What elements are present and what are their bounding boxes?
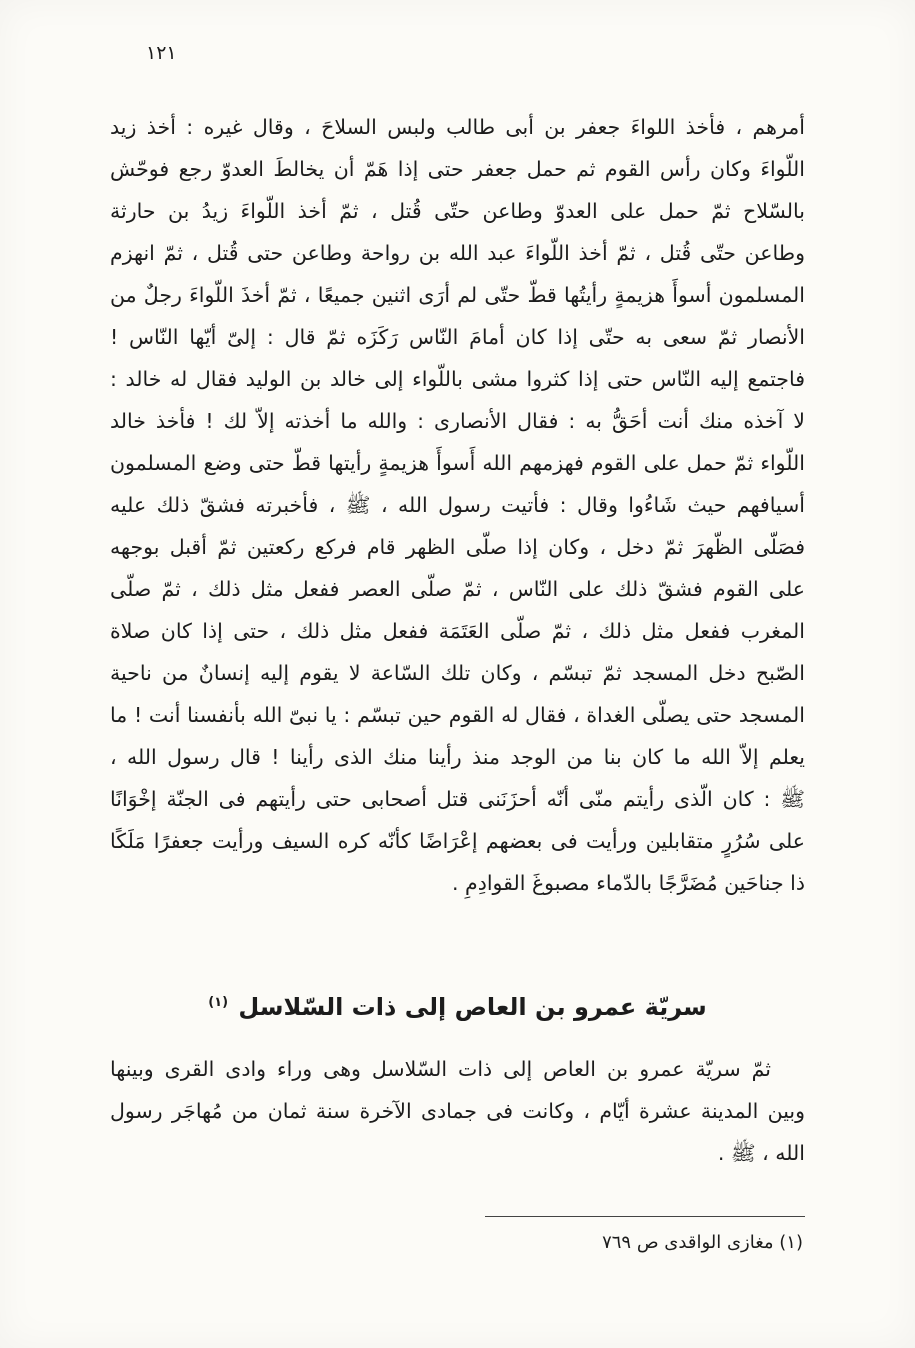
footnote-divider [485, 1216, 805, 1217]
text-line: الصّبح دخل المسجد ثمّ تبسّم ، وكان تلك السّاعة لا يقوم إليه إنسانٌ من ناحية [110, 661, 805, 685]
text-line: فصَلّى الظّهرَ ثمّ دخل ، وكان إذا صلّى الظهر قام فركع ركعتين ثمّ أقبل بوجهه [110, 535, 805, 559]
text-line: بالسّلاح ثمّ حمل على العدوّ وطاعن حتّى قُتل ، ثمّ أخذ اللّواءَ زيدُ بن حارثة [110, 199, 805, 223]
section-heading-text: سريّة عمرو بن العاص إلى ذات السّلاسل [238, 993, 707, 1021]
text-line: اللّواء ثمّ حمل على القوم فهزمهم الله أَسوأَ هزيمةٍ رأيتها قطّ حتى وضع المسلمون [110, 451, 805, 475]
footnote-marker: (١) [208, 995, 229, 1010]
text-line: وطاعن حتّى قُتل ، ثمّ أخذ اللّواءَ عبد الله بن رواحة وطاعن حتى قُتل ، ثمّ انهزم [110, 241, 805, 265]
text-line: اللّواءَ وكان رأس القوم ثم حمل جعفر حتى إذا هَمّ أن يخالطَ العدوّ رجع فوحّش [110, 157, 805, 181]
text-line: المغرب ففعل مثل ذلك ، ثمّ صلّى العَتَمَة ففعل مثل ذلك ، حتى إذا كان صلاة [110, 619, 805, 643]
text-line: أسيافهم حيث شَاءُوا وقال : فأتيت رسول الله ، ﷺ ، فأخبرته فشقّ ذلك عليه [110, 493, 805, 517]
text-line: المسجد حتى يصلّى الغداة ، فقال له القوم حين تبسّم : يا نبىّ الله بأنفسنا أنت ! ما [110, 703, 805, 727]
page-number: ١٢١ [146, 42, 177, 64]
text-line: فاجتمع إليه النّاس حتى إذا كثروا مشى باللّواء إلى خالد بن الوليد فقال له خالد : [110, 367, 805, 391]
text-line: لا آخذه منك أنت أحَقُّ به : فقال الأنصارى : والله ما أخذته إلاّ لك ! فأخذ خالد [110, 409, 805, 433]
section-heading [110, 986, 805, 1024]
text-line: أمرهم ، فأخذ اللواءَ جعفر بن أبى طالب ولبس السلاحَ ، وقال غيره : أخذ زيد [110, 115, 805, 139]
text-line: ثمّ سريّة عمرو بن العاص إلى ذات السّلاسل وهى وراء وادى القرى وبينها [110, 1057, 771, 1081]
text-line: على القوم فشقّ ذلك على النّاس ، ثمّ صلّى العصر ففعل مثل ذلك ، ثمّ صلّى [110, 577, 805, 601]
text-line: الأنصار ثمّ سعى به حتّى إذا كان أمامَ النّاس رَكَزَه ثمّ قال : إلىّ أيّها النّاس ! [110, 325, 805, 349]
text-line: يعلم إلاّ الله ما كان بنا من الوجد منذ رأينا منك الذى رأينا ! قال رسول الله ، [110, 745, 805, 769]
text-line: على سُرُرٍ متقابلين ورأيت فى بعضهم إعْرَاضًا كأنّه كره السيف ورأيت جعفرًا مَلَكًا [110, 829, 805, 853]
text-line: الله ، ﷺ . [717, 1141, 805, 1165]
text-line: ﷺ : كان الّذى رأيتم منّى أنّه أحزَنَنى قتل أصحابى حتى رأيتهم فى الجنّة إخْوَانًا [110, 787, 805, 811]
text-line: وبين المدينة عشرة أيّام ، وكانت فى جمادى الآخرة سنة ثمان من مُهاجَر رسول [110, 1099, 805, 1123]
text-line: ذا جناحَين مُضَرَّجًا بالدّماء مصبوغَ القوادِمِ . [451, 871, 805, 895]
section-paragraph [110, 1048, 805, 1174]
main-paragraph [110, 106, 805, 904]
footnote-text: (١) مغازى الواقدى ص ٧٦٩ [602, 1232, 803, 1253]
text-line: المسلمون أسوأَ هزيمةٍ رأيتُها قطّ حتّى لم أرَى اثنين جميعًا ، ثمّ أخذَ اللّواءَ رجلٌ من [110, 283, 805, 307]
